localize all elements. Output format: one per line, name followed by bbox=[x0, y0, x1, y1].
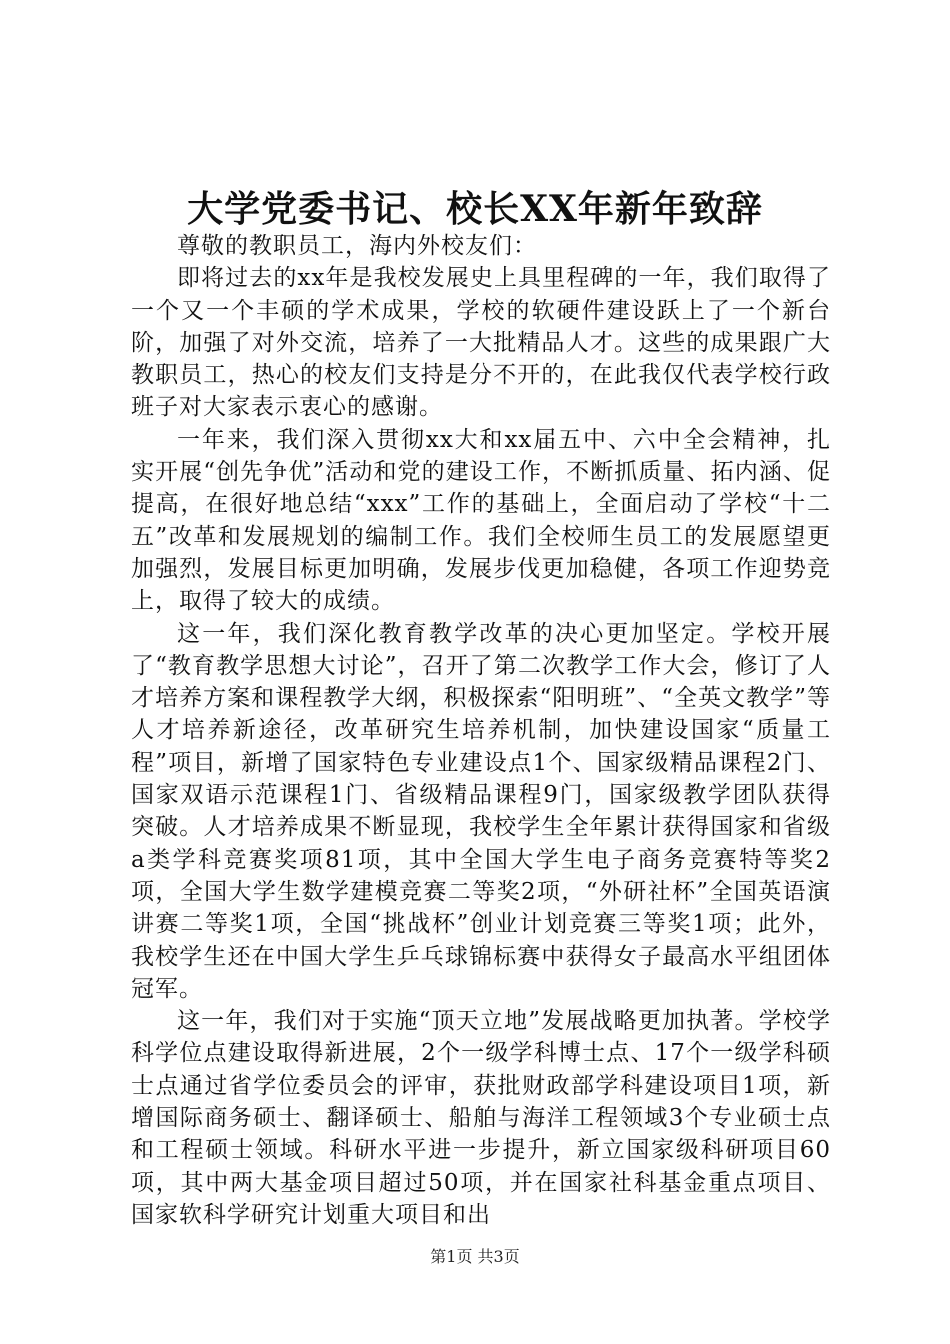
document-body bbox=[131, 230, 831, 1231]
document-title: 大学党委书记、校长XX年新年致辞 bbox=[187, 188, 763, 230]
body-paragraph: 即将过去的xx年是我校发展史上具里程碑的一年，我们取得了一个又一个丰硕的学术成果，学校的软硬件建设跃上了一个新台阶，加强了对外交流，培养了一大批精品人才。这些的成果跟广大教职员工，热心的校友们支持是分不开的，在此我仅代表学校行政班子对大家表示衷心的感谢。 bbox=[131, 265, 831, 421]
salutation-paragraph: 尊敬的教职员工，海内外校友们： bbox=[177, 233, 537, 259]
body-paragraph: 这一年，我们对于实施“顶天立地”发展战略更加执著。学校学科学位点建设取得新进展，2个一级学科博士点、17个一级学科硕士点通过省学位委员会的评审，获批财政部学科建设项目1项，新增国际商务硕士、翻译硕士、船舶与海洋工程领域3个专业硕士点和工程硕士领域。科研水平进一步提升，新立国家级科研项目60项，其中两大基金项目超过50项，并在国家社科基金重点项目、国家软科学研究计划重大项目和出 bbox=[131, 1008, 831, 1228]
body-paragraph: 一年来，我们深入贯彻xx大和xx届五中、六中全会精神，扎实开展“创先争优”活动和党的建设工作，不断抓质量、拓内涵、促提高，在很好地总结“xxx”工作的基础上，全面启动了学校“十二五”改革和发展规划的编制工作。我们全校师生员工的发展愿望更加强烈，发展目标更加明确，发展步伐更加稳健，各项工作迎势竞上，取得了较大的成绩。 bbox=[131, 426, 831, 615]
page-footer: 第1页 共3页 bbox=[430, 1247, 520, 1266]
body-paragraph: 这一年，我们深化教育教学改革的决心更加坚定。学校开展了“教育教学思想大讨论”，召开了第二次教学工作大会，修订了人才培养方案和课程教学大纲，积极探索“阳明班”、“全英文教学”等人才培养新途径，改革研究生培养机制，加快建设国家“质量工程”项目，新增了国家特色专业建设点1个、国家级精品课程2门、国家双语示范课程1门、省级精品课程9门，国家级教学团队获得突破。人才培养成果不断显现，我校学生全年累计获得国家和省级a类学科竞赛奖项81项，其中全国大学生电子商务竞赛特等奖2项，全国大学生数学建模竞赛二等奖2项，“外研社杯”全国英语演讲赛二等奖1项，全国“挑战杯”创业计划竞赛三等奖1项；此外，我校学生还在中国大学生乒乓球锦标赛中获得女子最高水平组团体冠军。 bbox=[131, 620, 831, 1002]
